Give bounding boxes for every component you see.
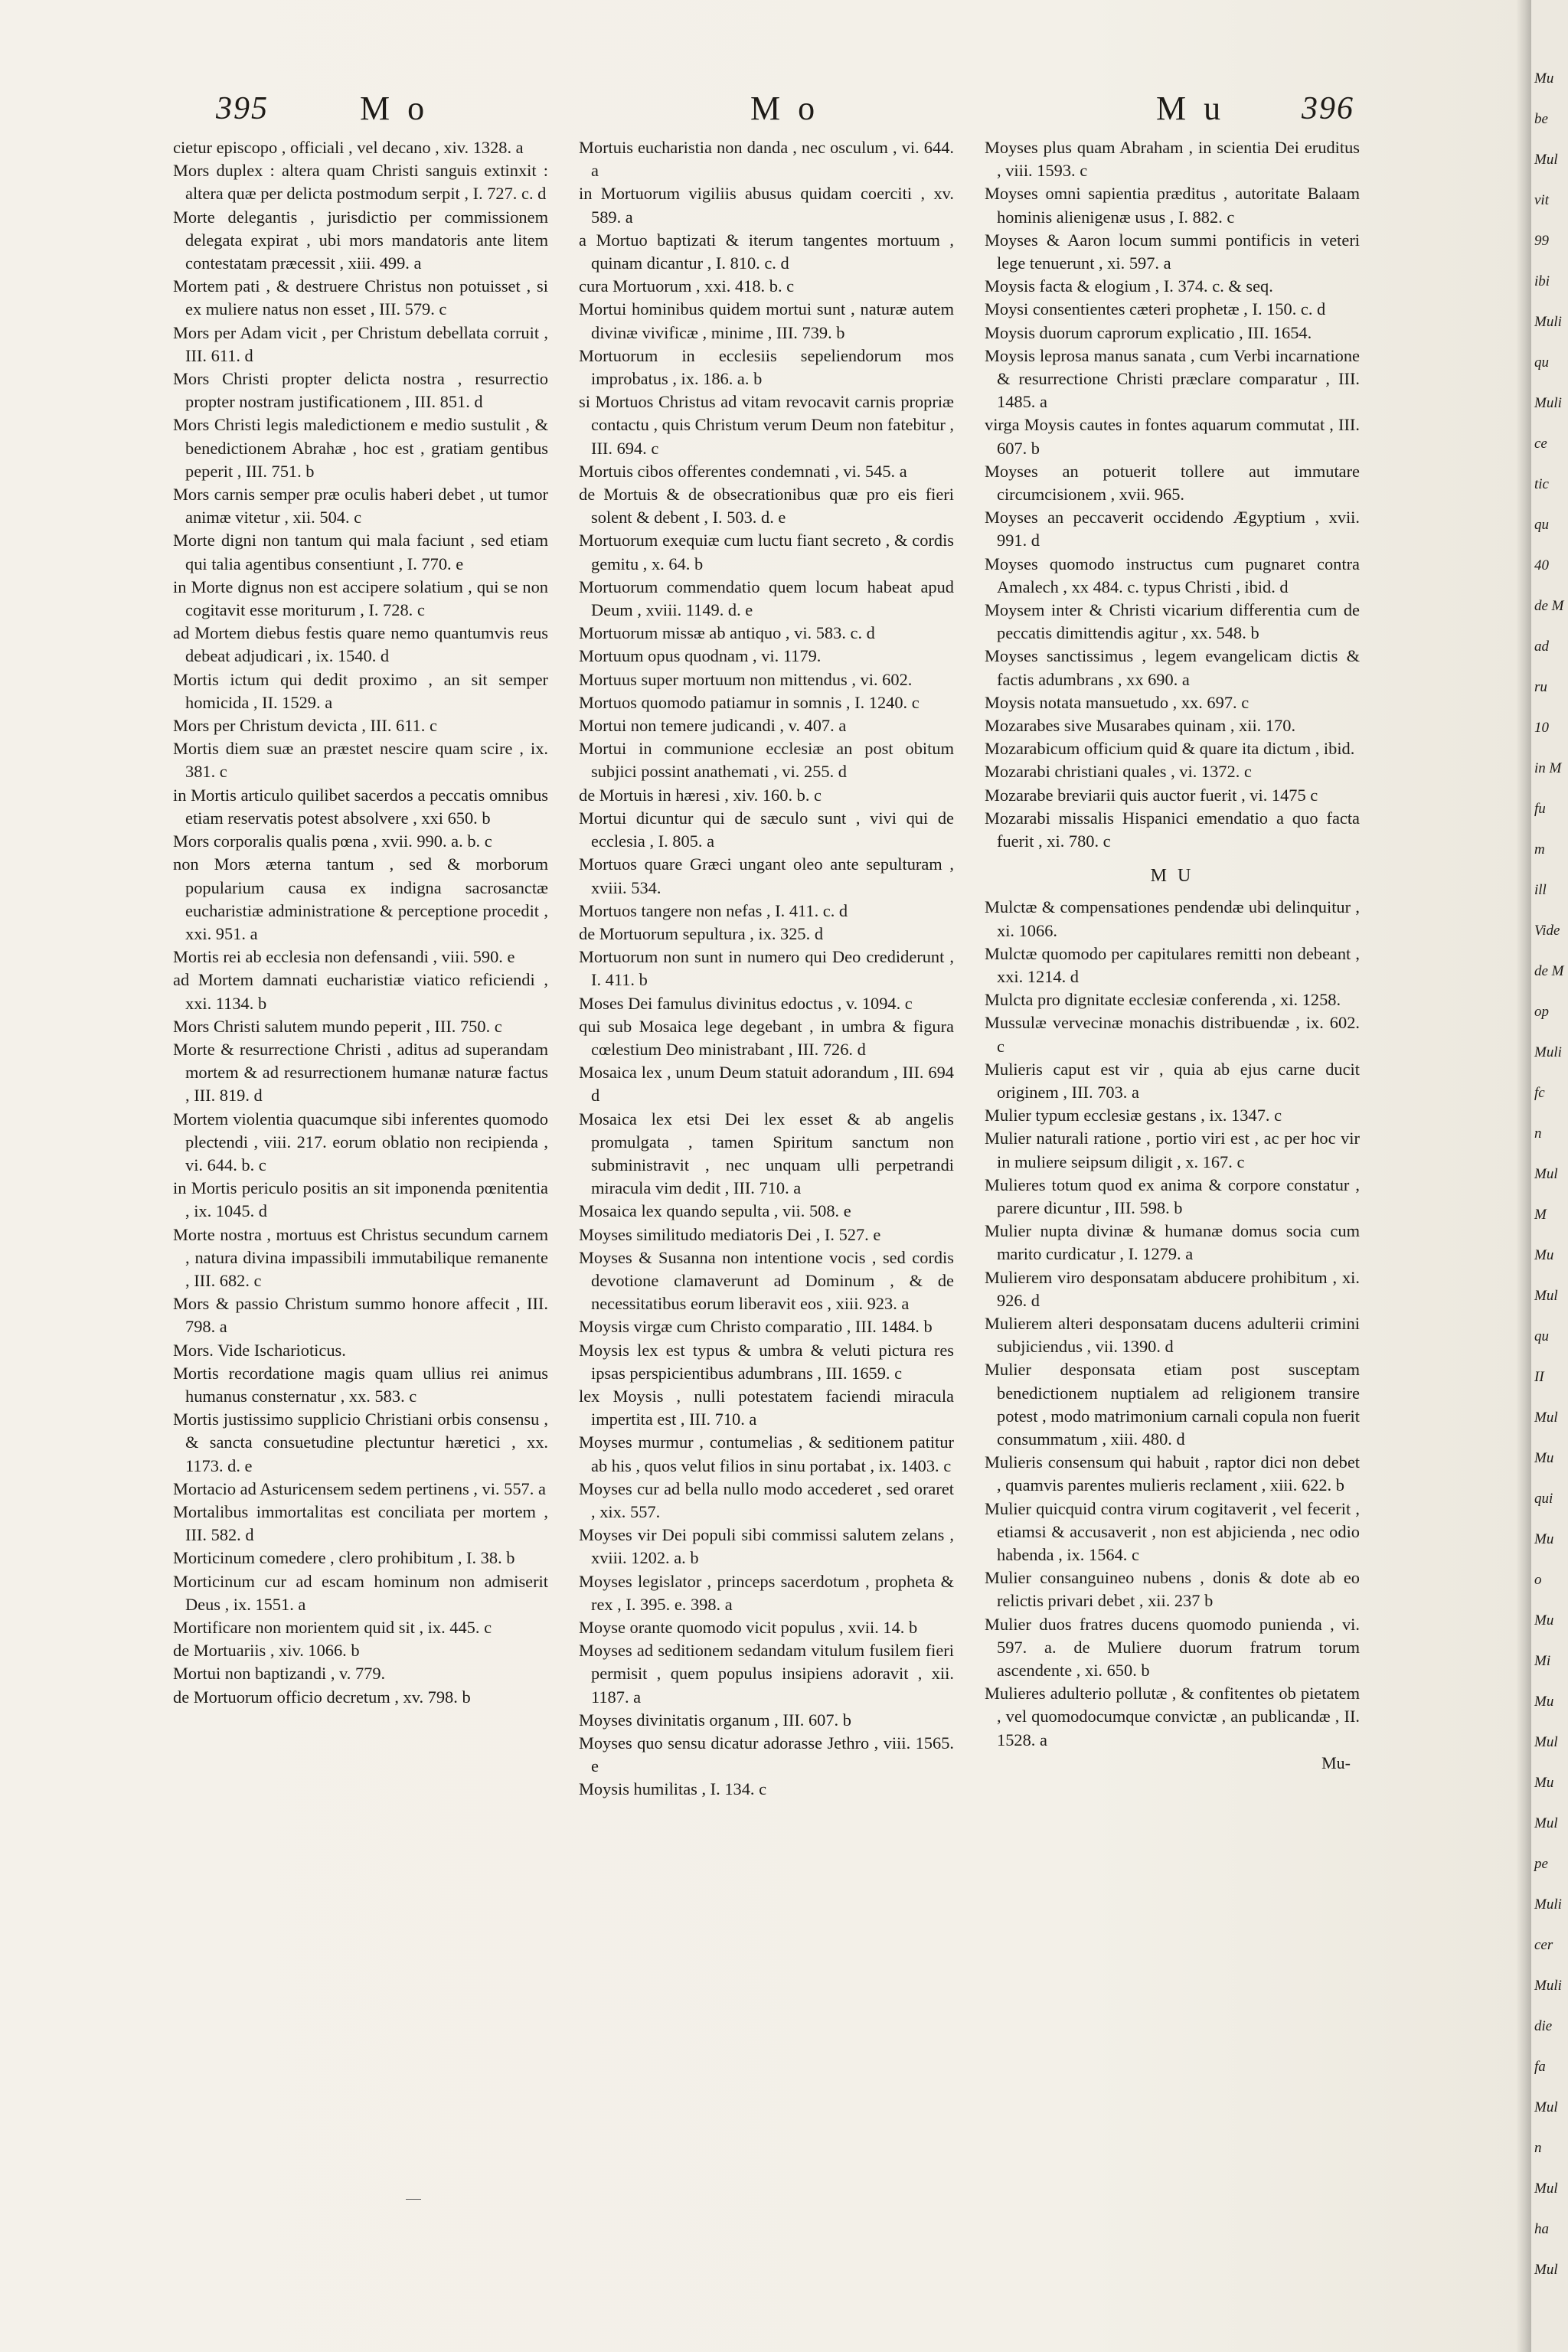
column-3-entries-bottom — [985, 896, 1360, 1752]
next-page-fragment: Mu — [1534, 1247, 1554, 1263]
index-entry: Mulier desponsata etiam post susceptam benedictionem nuptialem ad religionem transire potest , modo matrimonium carnali copula non fuerit consummatum , xiii. 480. d — [985, 1360, 1360, 1449]
next-page-fragment: cer — [1534, 1937, 1553, 1953]
index-entry: Mortui in communione ecclesiæ an post obitum subjici possint anathemati , vi. 255. d — [579, 739, 954, 782]
index-entry: Moyses sanctissimus , legem evangelicam dictis & factis adumbrans , xx 690. a — [985, 646, 1360, 689]
next-page-fragment: II — [1534, 1369, 1544, 1385]
index-entry: Mortuorum non sunt in numero qui Deo crediderunt , I. 411. b — [579, 947, 954, 990]
index-entry: Mortuos quomodo patiamur in somnis , I. 1240. c — [579, 692, 920, 712]
page-header — [0, 86, 1531, 139]
next-page-fragment: Mu — [1534, 1694, 1554, 1710]
next-page-fragment: op — [1534, 1004, 1549, 1020]
index-column-1 — [173, 136, 548, 1709]
index-entry: virga Moysis cautes in fontes aquarum commutat , III. 607. b — [985, 415, 1360, 458]
index-entry: Mortis recordatione magis quam ullius rei animus humanus consternatur , xx. 583. c — [173, 1363, 548, 1406]
index-entry: Mulierem viro desponsatam abducere prohibitum , xi. 926. d — [985, 1267, 1360, 1310]
index-entry: Moysem inter & Christi vicarium differentia cum de peccatis dimittendis agitur , xx. 548. b — [985, 600, 1360, 643]
index-entry: Mosaica lex , unum Deum statuit adorandum , III. 694 d — [579, 1063, 954, 1106]
page-number-left: 395 — [216, 91, 269, 126]
index-entry: Moysis leprosa manus sanata , cum Verbi incarnatione & resurrectione Christi præclare comparatur , III. 1485. a — [985, 345, 1360, 412]
index-entry: Mors Christi legis maledictionem e medio sustulit , & benedictionem Abrahæ , hoc est , gratiam gentibus peperit , III. 751. b — [173, 415, 548, 481]
next-page-fragment: ha — [1534, 2221, 1549, 2237]
index-entry: in Mortis periculo positis an sit imponenda pœnitentia , ix. 1045. d — [173, 1178, 548, 1221]
index-entry: Morte nostra , mortuus est Christus secundum carnem , natura divina impassibili immutabilique remanente , III. 682. c — [173, 1224, 548, 1290]
next-page-fragment: qu — [1534, 354, 1549, 371]
index-entry: Mulier quicquid contra virum cogitaverit , vel fecerit , etiamsi & accusaverit , non est abjicienda , nec odio habenda , ix. 1564. c — [985, 1498, 1360, 1564]
index-entry: Mulier duos fratres ducens quomodo punienda , vi. 597. a. de Muliere duorum fratrum torum ascendente , xi. 650. b — [985, 1614, 1360, 1680]
page-number-right: 396 — [1302, 91, 1354, 126]
next-page-fragment: M — [1534, 1207, 1547, 1223]
index-column-2 — [579, 136, 954, 1802]
next-page-fragment: ad — [1534, 639, 1549, 655]
next-page-fragment: tic — [1534, 476, 1549, 492]
index-entry: Moyses & Aaron locum summi pontificis in veteri lege tenuerunt , xi. 597. a — [985, 230, 1360, 273]
index-entry: Mortui hominibus quidem mortui sunt , naturæ autem divinæ vivificæ , minime , III. 739. b — [579, 299, 954, 342]
catchword: Mu- — [1321, 1753, 1351, 1772]
next-page-fragment: Mul — [1534, 1815, 1558, 1831]
index-entry: Mortalibus immortalitas est conciliata per mortem , III. 582. d — [173, 1501, 548, 1545]
index-entry: Moysis virgæ cum Christo comparatio , III. 1484. b — [579, 1317, 933, 1337]
index-entry: Mortuis eucharistia non danda , nec osculum , vi. 644. a — [579, 138, 954, 181]
next-page-fragment: Vide — [1534, 923, 1560, 939]
index-entry: Moyses similitudo mediatoris Dei , I. 527. e — [579, 1224, 881, 1244]
index-entry: Moysis duorum caprorum explicatio , III. 1654. — [985, 322, 1312, 342]
next-page-fragment: 10 — [1534, 720, 1549, 736]
index-entry: Moyses murmur , contumelias , & seditionem patitur ab his , quos velut filios in sinu portabat , ix. 1403. c — [579, 1432, 954, 1475]
next-page-fragment: Muli — [1534, 395, 1562, 411]
next-page-fragment: 99 — [1534, 233, 1549, 249]
next-page-fragment: Muli — [1534, 314, 1562, 330]
next-page-fragment: Mu — [1534, 1612, 1554, 1628]
next-page-fragment: ru — [1534, 679, 1547, 695]
next-page-fragment: be — [1534, 111, 1548, 127]
next-page-fragment: pe — [1534, 1856, 1548, 1872]
index-entry: Mors. Vide Ischarioticus. — [173, 1340, 346, 1360]
index-entry: Mors carnis semper præ oculis haberi debet , ut tumor animæ vitetur , xii. 504. c — [173, 485, 548, 528]
index-entry: Morte digni non tantum qui mala faciunt , sed etiam qui talia agentibus consentiunt , I. 770. e — [173, 531, 548, 573]
index-entry: Mortuum opus quodnam , vi. 1179. — [579, 646, 822, 666]
index-entry: Mortis rei ab ecclesia non defensandi , viii. 590. e — [173, 947, 515, 967]
next-page-fragment: de M — [1534, 963, 1564, 979]
index-entry: de Mortuariis , xiv. 1066. b — [173, 1641, 360, 1661]
next-page-fragment: Muli — [1534, 1044, 1562, 1060]
index-entry: Mortui dicuntur qui de sæculo sunt , vivi qui de ecclesia , I. 805. a — [579, 808, 954, 851]
index-entry: Mulctæ & compensationes pendendæ ubi delinquitur , xi. 1066. — [985, 897, 1360, 940]
index-entry: Moyses an peccaverit occidendo Ægyptium , xvii. 991. d — [985, 508, 1360, 550]
running-head-center: M o — [750, 90, 820, 127]
index-entry: Mosaica lex quando sepulta , vii. 508. e — [579, 1201, 851, 1221]
index-entry: Morte & resurrectione Christi , aditus ad superandam mortem & ad resurrectionem humanæ naturæ factus , III. 819. d — [173, 1039, 548, 1106]
next-page-fragment: fu — [1534, 801, 1546, 817]
next-page-fragment: Mul — [1534, 1410, 1558, 1426]
index-entry: Moysis lex est typus & umbra & veluti pictura res ipsas perspicientibus adumbrans , III. 1659. c — [579, 1340, 954, 1383]
index-entry: Mortui non temere judicandi , v. 407. a — [579, 716, 847, 736]
index-entry: Mors & passio Christum summo honore affecit , III. 798. a — [173, 1294, 548, 1337]
index-entry: Moysis notata mansuetudo , xx. 697. c — [985, 692, 1250, 712]
index-entry: de Mortuorum sepultura , ix. 325. d — [579, 923, 824, 943]
index-entry: lex Moysis , nulli potestatem faciendi miracula impertita est , III. 710. a — [579, 1386, 954, 1429]
index-entry: Moyses legislator , princeps sacerdotum , propheta & rex , I. 395. e. 398. a — [579, 1571, 954, 1614]
index-entry: Mortem pati , & destruere Christus non potuisset , si ex muliere natus non esset , III. 579. c — [173, 276, 548, 319]
next-page-fragment: Mu — [1534, 70, 1554, 87]
index-entry: de Mortuorum officio decretum , xv. 798. b — [173, 1687, 471, 1707]
index-entry: Mosaica lex etsi Dei lex esset & ab angelis promulgata , tamen Spiritum sanctum non subministravit , nec unquam ulli perpetrandi miracula vim dedit , III. 710. a — [579, 1109, 954, 1198]
index-entry: Mors Christi salutem mundo peperit , III. 750. c — [173, 1016, 502, 1036]
index-entry: de Mortuis & de obsecrationibus quæ pro eis fieri solent & debent , I. 503. d. e — [579, 485, 954, 528]
next-page-edge — [1531, 0, 1568, 2352]
index-entry: in Mortuorum vigiliis abusus quidam coerciti , xv. 589. a — [579, 184, 954, 227]
index-entry: Mortui non baptizandi , v. 779. — [173, 1664, 386, 1684]
next-page-fragment: o — [1534, 1572, 1542, 1588]
book-gutter-shadow — [1516, 0, 1531, 2352]
next-page-fragment: Mu — [1534, 1531, 1554, 1547]
index-entry: Mozarabi missalis Hispanici emendatio a quo facta fuerit , xi. 780. c — [985, 808, 1360, 851]
index-entry: Mortis diem suæ an præstet nescire quam scire , ix. 381. c — [173, 739, 548, 782]
index-entry: cietur episcopo , officiali , vel decano , xiv. 1328. a — [173, 138, 524, 157]
index-entry: Mortis ictum qui dedit proximo , an sit semper homicida , II. 1529. a — [173, 669, 548, 712]
index-entry: Mulier typum ecclesiæ gestans , ix. 1347. c — [985, 1106, 1282, 1125]
next-page-fragment: fc — [1534, 1085, 1545, 1101]
index-entry: Mors per Adam vicit , per Christum debellata corruit , III. 611. d — [173, 322, 548, 365]
index-entry: Moyses divinitatis organum , III. 607. b — [579, 1710, 851, 1730]
index-entry: Mozarabes sive Musarabes quinam , xii. 170. — [985, 716, 1296, 736]
index-entry: a Mortuo baptizati & iterum tangentes mortuum , quinam dicantur , I. 810. c. d — [579, 230, 954, 273]
next-page-fragment: ce — [1534, 436, 1547, 452]
index-column-3 — [985, 136, 1360, 1775]
index-entry: Mulieris caput est vir , quia ab ejus carne ducit originem , III. 703. a — [985, 1059, 1360, 1102]
index-entry: Morte delegantis , jurisdictio per commissionem delegata expirat , ubi mors mandatoris ante litem contestatam præcessit , xiii. 499. a — [173, 207, 548, 273]
next-page-fragment: n — [1534, 1125, 1542, 1142]
next-page-fragment: qu — [1534, 1328, 1549, 1344]
index-entry: Moyses omni sapientia præditus , autoritate Balaam hominis alienigenæ usus , I. 882. c — [985, 184, 1360, 227]
index-entry: Morticinum cur ad escam hominum non admiserit Deus , ix. 1551. a — [173, 1571, 548, 1614]
next-page-fragment: vit — [1534, 192, 1549, 208]
next-page-fragment: Mul — [1534, 152, 1558, 168]
index-entry: Moyses an potuerit tollere aut immutare circumcisionem , xvii. 965. — [985, 461, 1360, 505]
index-entry: Mozarabicum officium quid & quare ita dictum , ibid. — [985, 739, 1355, 759]
index-entry: ad Mortem damnati eucharistiæ viatico reficiendi , xxi. 1134. b — [173, 970, 548, 1013]
index-entry: Mors corporalis qualis pœna , xvii. 990. a. b. c — [173, 831, 492, 851]
next-page-fragment: Mul — [1534, 2099, 1558, 2115]
index-entry: Moyses & Susanna non intentione vocis , sed cordis devotione clamaverunt ad Dominum , & de necessitatibus eorum liberavit eos , xiii. 923. a — [579, 1247, 954, 1314]
section-heading-mu: M U — [1150, 866, 1194, 887]
index-entry: Mortem violentia quacumque sibi inferentes quomodo plectendi , viii. 217. eorum oblatio non recipienda , vi. 644. b. c — [173, 1109, 548, 1174]
index-entry: Mortuorum in ecclesiis sepeliendorum mos improbatus , ix. 186. a. b — [579, 345, 954, 389]
next-page-fragment: m — [1534, 841, 1545, 858]
next-page-fragment: Mu — [1534, 1775, 1554, 1791]
index-entry: Moysi consentientes cæteri prophetæ , I. 150. c. d — [985, 299, 1326, 319]
column-3-entries-top — [985, 136, 1360, 853]
index-entry: Mulieres totum quod ex anima & corpore constatur , parere dicuntur , III. 598. b — [985, 1174, 1360, 1217]
index-entry: Mortuorum commendatio quem locum habeat apud Deum , xviii. 1149. d. e — [579, 577, 954, 620]
index-entry: ad Mortem diebus festis quare nemo quantumvis reus debeat adjudicari , ix. 1540. d — [173, 623, 548, 666]
next-page-fragment: Mul — [1534, 1734, 1558, 1750]
index-entry: Mors duplex : altera quam Christi sanguis extinxit : altera quæ per delicta postmodum serpit , I. 727. c. d — [173, 161, 548, 204]
index-entry: qui sub Mosaica lege degebant , in umbra & figura cœlestium Deo ministrabant , III. 726. d — [579, 1016, 954, 1059]
index-entry: Moyses cur ad bella nullo modo accederet , sed oraret , xix. 557. — [579, 1478, 954, 1521]
next-page-fragment: Mul — [1534, 1288, 1558, 1304]
index-entry: Moysis humilitas , I. 134. c — [579, 1779, 767, 1799]
index-entry: Moyse orante quomodo vicit populus , xvii. 14. b — [579, 1618, 918, 1637]
index-entry: si Mortuos Christus ad vitam revocavit carnis propriæ contactu , quis Christum verum Deum non fatebitur , III. 694. c — [579, 392, 954, 458]
index-entry: Mulctæ quomodo per capitulares remitti non debeant , xxi. 1214. d — [985, 943, 1360, 986]
index-entry: Mortuos quare Græci ungant oleo ante sepulturam , xviii. 534. — [579, 854, 954, 897]
next-page-fragment: qu — [1534, 517, 1549, 533]
next-page-fragment: Muli — [1534, 1896, 1562, 1913]
next-page-fragment: Muli — [1534, 1978, 1562, 1994]
next-page-fragment: ibi — [1534, 273, 1550, 289]
index-entry: Mortuus super mortuum non mittendus , vi. 602. — [579, 669, 913, 689]
next-page-fragment: 40 — [1534, 557, 1549, 573]
index-entry: Mussulæ vervecinæ monachis distribuendæ , ix. 602. c — [985, 1013, 1360, 1056]
index-entry: cura Mortuorum , xxi. 418. b. c — [579, 276, 795, 296]
next-page-fragment: qui — [1534, 1491, 1553, 1507]
index-entry: Moyses ad seditionem sedandam vitulum fusilem fieri permisit , quem populus insipiens adoravit , xii. 1187. a — [579, 1641, 954, 1707]
running-head-right: M u — [1156, 90, 1226, 127]
index-entry: Mozarabi christiani quales , vi. 1372. c — [985, 762, 1252, 782]
index-entry: non Mors æterna tantum , sed & morborum popularium causa ex indigna sacrosanctæ eucharistiæ administratione & perceptione procedit , xxi. 951. a — [173, 854, 548, 943]
index-entry: Mulierem alteri desponsatam ducens adulterii crimini subjiciendus , vii. 1390. d — [985, 1313, 1360, 1357]
index-entry: Mulieris consensum qui habuit , raptor dici non debet , quamvis parentes mulieris reclament , xiii. 622. b — [985, 1452, 1360, 1495]
index-entry: Mulcta pro dignitate ecclesiæ conferenda , xi. 1258. — [985, 990, 1341, 1010]
index-entry: Mortis justissimo supplicio Christiani orbis consensu , & sancta consuetudine plectuntur hæretici , xx. 1173. d. e — [173, 1410, 548, 1475]
next-page-fragment: Mul — [1534, 1166, 1558, 1182]
end-rule — [406, 2199, 421, 2200]
index-entry: Moyses quo sensu dicatur adorasse Jethro , viii. 1565. e — [579, 1733, 954, 1776]
next-page-fragment: in M — [1534, 760, 1562, 776]
index-entry: Mortuos tangere non nefas , I. 411. c. d — [579, 900, 848, 920]
index-entry: in Mortis articulo quilibet sacerdos a peccatis omnibus etiam reservatis potest absolvere , xxi 650. b — [173, 785, 548, 828]
index-entry: Mortuorum exequiæ cum luctu fiant secreto , & cordis gemitu , x. 64. b — [579, 531, 954, 573]
next-page-fragment: n — [1534, 2140, 1542, 2156]
index-entry: in Morte dignus non est accipere solatium , qui se non cogitavit esse moriturum , I. 728. c — [173, 577, 548, 620]
index-entry: Mors per Christum devicta , III. 611. c — [173, 716, 437, 736]
next-page-fragment: ill — [1534, 882, 1547, 898]
next-page-fragment: die — [1534, 2018, 1553, 2034]
index-entry: Moyses vir Dei populi sibi commissi salutem zelans , xviii. 1202. a. b — [579, 1525, 954, 1568]
index-entry: Morticinum comedere , clero prohibitum , I. 38. b — [173, 1548, 515, 1568]
index-entry: Mozarabe breviarii quis auctor fuerit , vi. 1475 c — [985, 785, 1318, 805]
index-entry: Mulier consanguineo nubens , donis & dote ab eo relictis privari debet , xii. 237 b — [985, 1568, 1360, 1611]
index-entry: Mortacio ad Asturicensem sedem pertinens , vi. 557. a — [173, 1478, 546, 1498]
index-entry: Moyses quomodo instructus cum pugnaret contra Amalech , xx 484. c. typus Christi , ibid. d — [985, 554, 1360, 596]
next-page-fragment: Mul — [1534, 2262, 1558, 2278]
index-entry: Mulier naturali ratione , portio viri est , ac per hoc vir in muliere seipsum diligit , x. 167. c — [985, 1129, 1360, 1171]
index-entry: Moysis facta & elogium , I. 374. c. & seq. — [985, 276, 1273, 296]
running-head-left: M o — [360, 90, 430, 127]
next-page-fragment: de M — [1534, 598, 1564, 614]
next-page-fragment: Mu — [1534, 1450, 1554, 1466]
index-entry: Mulier nupta divinæ & humanæ domus socia cum marito curdicatur , I. 1279. a — [985, 1221, 1360, 1264]
index-entry: Mortuorum missæ ab antiquo , vi. 583. c. d — [579, 623, 875, 643]
index-entry: Mors Christi propter delicta nostra , resurrectio propter nostram justificationem , III. 851. d — [173, 369, 548, 412]
index-entry: Mortuis cibos offerentes condemnati , vi. 545. a — [579, 461, 907, 481]
next-page-fragment: Mul — [1534, 2180, 1558, 2197]
index-entry: de Mortuis in hæresi , xiv. 160. b. c — [579, 785, 822, 805]
next-page-fragment: Mi — [1534, 1653, 1551, 1669]
index-entry: Mortificare non morientem quid sit , ix. 445. c — [173, 1618, 492, 1637]
index-entry: Moses Dei famulus divinitus edoctus , v. 1094. c — [579, 993, 913, 1013]
next-page-fragment: fa — [1534, 2059, 1546, 2075]
index-entry: Mulieres adulterio pollutæ , & confitentes ob pietatem , vel quomodocumque convictæ , an publicandæ , II. 1528. a — [985, 1684, 1360, 1749]
index-entry: Moyses plus quam Abraham , in scientia Dei eruditus , viii. 1593. c — [985, 138, 1360, 181]
